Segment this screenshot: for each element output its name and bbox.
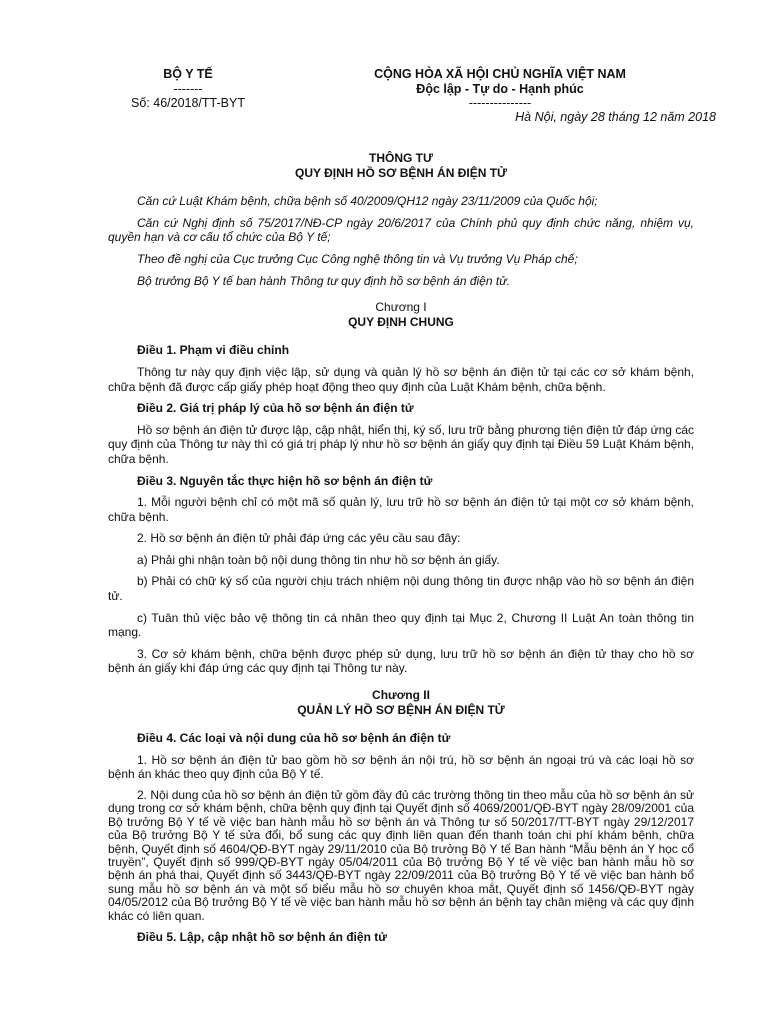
republic-name: CỘNG HÒA XÃ HỘI CHỦ NGHĨA VIỆT NAM (374, 67, 626, 81)
article-4-heading: Điều 4. Các loại và nội dung của hồ sơ bệnh án điện tử (137, 731, 451, 746)
article-5-heading: Điều 5. Lập, cập nhật hồ sơ bệnh án điện tử (137, 930, 387, 945)
chapter-2-heading (108, 688, 694, 717)
article-2-text: Hồ sơ bệnh án điện tử được lập, cập nhật, hiển thị, ký số, lưu trữ bằng phương tiện điện tử đáp ứng các quy định của Thông tư này thì có giá trị pháp lý như hồ sơ bệnh án giấy quy định tại Điều 59 Luật Khám bệnh, chữa bệnh. (108, 422, 694, 466)
article-3-point-b: b) Phải có chữ ký số của người chịu trách nhiệm nội dung thông tin được nhập vào hồ sơ bệnh án điện tử. (108, 574, 694, 604)
article-3-clause-3: 3. Cơ sở khám bệnh, chữa bệnh được phép sử dụng, lưu trữ hồ sơ bệnh án điện tử thay cho hồ sơ bệnh án giấy khi đáp ứng các quy định tại Thông tư này. (108, 646, 694, 676)
national-motto-block (330, 66, 670, 110)
preamble-1: Căn cứ Luật Khám bệnh, chữa bệnh số 40/2009/QH12 ngày 23/11/2009 của Quốc hội; (137, 194, 598, 209)
article-1-heading: Điều 1. Phạm vi điều chỉnh (137, 343, 290, 358)
article-4-clause-1: 1. Hồ sơ bệnh án điện tử bao gồm hồ sơ bệnh án nội trú, hồ sơ bệnh án ngoại trú và các loại hồ sơ bệnh án khác theo quy định của Bộ Y tế. (108, 752, 694, 782)
chapter-1-name: QUY ĐỊNH CHUNG (348, 314, 454, 329)
article-3-clause-1: 1. Mỗi người bệnh chỉ có một mã số quản lý, lưu trữ hồ sơ bệnh án điện tử tại một cơ sở khám bệnh, chữa bệnh. (108, 495, 694, 524)
issuer-block (118, 66, 258, 110)
ministry-name: BỘ Y TẾ (163, 67, 213, 81)
preamble-3: Theo đề nghị của Cục trưởng Cục Công nghệ thông tin và Vụ trưởng Vụ Pháp chế; (137, 251, 578, 266)
chapter-1-label: Chương I (375, 300, 427, 315)
issue-date: Hà Nội, ngày 28 tháng 12 năm 2018 (515, 110, 716, 124)
article-3-heading: Điều 3. Nguyên tắc thực hiện hồ sơ bệnh án điện tử (137, 473, 433, 488)
chapter-1-heading (108, 300, 694, 329)
document-type: THÔNG TƯ (369, 151, 433, 165)
article-3-point-a: a) Phải ghi nhận toàn bộ nội dung thông tin như hồ sơ bệnh án giấy. (137, 552, 500, 567)
motto-divider: --------------- (468, 96, 532, 110)
document-title: QUY ĐỊNH HỒ SƠ BỆNH ÁN ĐIỆN TỬ (295, 165, 507, 180)
motto: Độc lập - Tự do - Hạnh phúc (416, 82, 584, 96)
document-header (0, 66, 768, 126)
article-3-clause-2: 2. Hồ sơ bệnh án điện tử phải đáp ứng các yêu cầu sau đây: (137, 531, 461, 546)
article-1-text: Thông tư này quy định việc lập, sử dụng và quản lý hồ sơ bệnh án điện tử tại các cơ sở khám bệnh, chữa bệnh đã được cấp giấy phép hoạt động theo quy định của Luật Khám bệnh, chữa bệnh. (108, 364, 694, 394)
chapter-2-label: Chương II (372, 688, 430, 703)
article-2-heading: Điều 2. Giá trị pháp lý của hồ sơ bệnh án điện tử (137, 401, 414, 416)
preamble-4: Bộ trưởng Bộ Y tế ban hành Thông tư quy định hồ sơ bệnh án điện tử. (137, 273, 511, 288)
chapter-2-name: QUẢN LÝ HỒ SƠ BỆNH ÁN ĐIỆN TỬ (297, 702, 505, 717)
article-4-clause-2: 2. Nội dung của hồ sơ bệnh án điện tử gồm đầy đủ các trường thông tin theo mẫu của hồ sơ bệnh án sử dụng trong cơ sở khám bệnh, chữa bệnh quy định tại Quyết định số 4069/2001/QĐ-BYT ngày 28/09/2001 của Bộ trưởng Bộ Y tế về việc ban hành mẫu hồ sơ bệnh án và Thông tư số 50/2017/TT-BYT ngày 29/12/2017 của Bộ trưởng Bộ Y tế sửa đổi, bổ sung các quy định liên quan đến thanh toán chi phí khám bệnh, chữa bệnh, Quyết định số 4604/QĐ-BYT ngày 29/11/2010 của Bộ trưởng Bộ Y tế Ban hành “Mẫu bệnh án Y học cổ truyền”, Quyết định số 999/QĐ-BYT ngày 05/04/2011 của Bộ trưởng Bộ Y tế về việc ban hành mẫu hồ sơ bệnh án phá thai, Quyết định số 3443/QĐ-BYT ngày 22/09/2011 của Bộ trưởng Bộ Y tế về việc ban hành bổ sung mẫu hồ sơ bệnh án và một số biểu mẫu hồ sơ chuyên khoa mắt, Quyết định số 1456/QĐ-BYT ngày 04/05/2012 của Bộ trưởng Bộ Y tế về việc ban hành mẫu hồ sơ bệnh án bệnh tay chân miệng và các quy định khác có liên quan. (108, 788, 694, 923)
ministry-divider: ------- (173, 82, 203, 96)
document-number: Số: 46/2018/TT-BYT (131, 96, 245, 110)
document-body (108, 151, 694, 952)
preamble-2: Căn cứ Nghị định số 75/2017/NĐ-CP ngày 20/6/2017 của Chính phủ quy định chức năng, nhiệm vụ, quyền hạn và cơ cấu tổ chức của Bộ Y tế; (108, 215, 694, 245)
article-3-point-c: c) Tuân thủ việc bảo vệ thông tin cá nhân theo quy định tại Mục 2, Chương II Luật An toàn thông tin mạng. (108, 610, 694, 640)
